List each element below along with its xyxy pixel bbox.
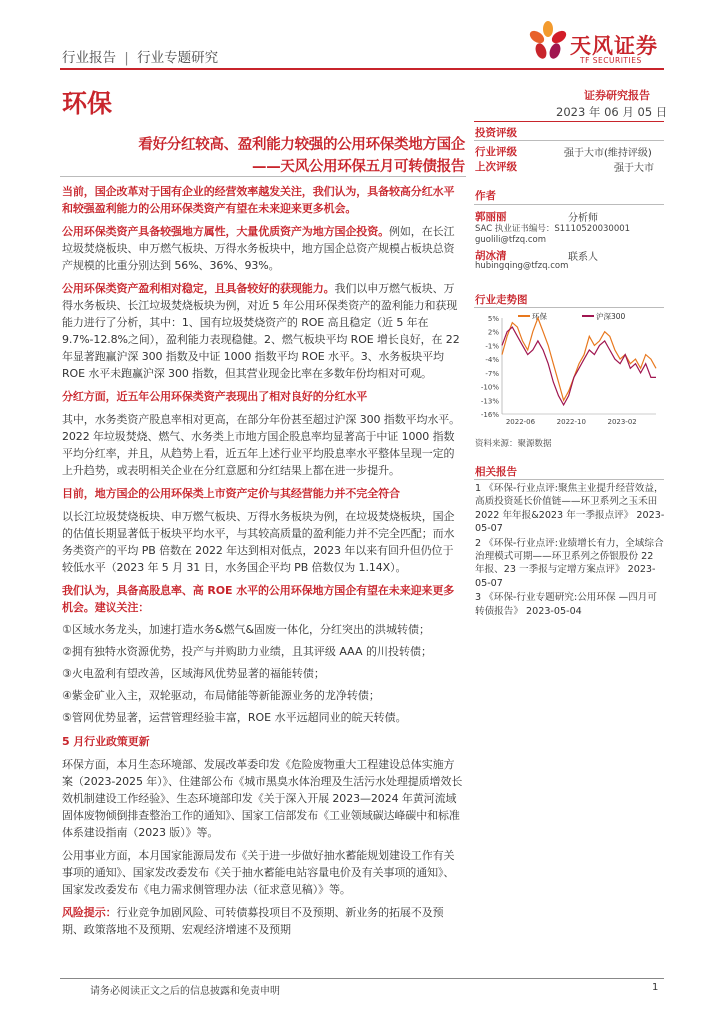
header-separator: |	[124, 50, 129, 66]
recommendation-item: ①区域水务龙头，加速打造水务&燃气&固废一体化，分红突出的洪城转债；	[62, 623, 431, 636]
y-tick-label: 2%	[487, 328, 499, 337]
report-title: 看好分红较高、盈利能力较强的公用环保类地方国企	[138, 137, 465, 153]
report-date: 2023 年 06 月 05 日	[556, 105, 668, 119]
y-tick-label: -7%	[485, 369, 499, 378]
rating-rule	[474, 140, 664, 141]
y-tick-label: 5%	[487, 315, 499, 323]
related-section-title: 相关报告	[475, 466, 517, 478]
authors-section-title: 作者	[475, 190, 496, 202]
author1-sac: SAC 执业证书编号：S1110520030001	[475, 224, 631, 234]
related-rule	[474, 479, 664, 480]
series-line-env	[502, 318, 656, 400]
legend-hs300-label: 沪深300	[596, 312, 626, 321]
risk-paragraph	[62, 904, 464, 938]
author1-email[interactable]: guolili@tfzq.com	[475, 235, 546, 245]
x-tick-label: 2023-02	[607, 418, 637, 426]
title-rule	[60, 176, 466, 177]
heading-policy: 5 月行业政策更新	[62, 735, 150, 748]
author1-role: 分析师	[568, 213, 598, 224]
y-tick-label: -4%	[485, 356, 499, 365]
trend-rule	[474, 307, 664, 308]
trend-section-title: 行业走势图	[475, 294, 528, 306]
paragraph-2-lead: 公用环保类资产盈利相对稳定，且具备较好的获现能力。	[62, 282, 335, 295]
series-line-hs300	[502, 327, 656, 405]
page-number: 1	[652, 982, 659, 993]
x-tick-label: 2022-10	[556, 418, 586, 426]
y-tick-label: -1%	[485, 342, 499, 351]
trend-chart	[474, 310, 664, 430]
x-tick-label: 2022-06	[505, 418, 536, 426]
legend-env-label: 环保	[532, 312, 547, 321]
company-name-en: TF SECURITIES	[580, 56, 642, 65]
company-name: 天风证券	[570, 34, 658, 58]
footer-disclaimer[interactable]: 请务必阅读正文之后的信息披露和免责申明	[90, 986, 280, 997]
related-report-item[interactable]: 1 《环保-行业点评:聚焦主业提升经营效益，高质投资延长价值链——环卫系列之玉禾田 2022 年年报&2023 年一季报点评》 2023-05-07	[475, 483, 665, 535]
paragraph-5: 环保方面，本月生态环境部、发展改革委印发《危险废物重大工程建设总体实施方案（2023-2025 年）》、住建部公布《城市黑臭水体治理及生活污水处理提质增效长效机制建设工作经验》、生态环境部印发《关于深入开展 2023—2024 年黄河流域固体废物倾倒排查整治工作的通知》、国家工信部发布《工业领域碳达峰碳中和标准体系建设指南（2023 版）》等。	[62, 758, 463, 839]
y-tick-label: -16%	[480, 411, 499, 419]
y-tick-label: -10%	[480, 383, 499, 392]
paragraph-4: 以长江垃圾焚烧板块、申万燃气板块、万得水务板块为例，在垃圾焚烧板块，国企的估值长期显著低于板块平均水平，与其较高质量的盈利能力并不完全匹配；而水务类资产的平均 PB 倍数在 2022 年达到相对低点，2023 年以来有回升但仍位于较低水平（2023 年 5 月 31 日，水务国企平均 PB 倍数仅为 1.14X）。	[62, 510, 455, 574]
recommendation-item: ④紫金矿业入主，双轮驱动，布局储能等新能源业务的龙净转债；	[62, 689, 380, 702]
related-report-item[interactable]: 3 《环保-行业专题研究:公用环保 —四月可转债报告》 2023-05-04	[475, 592, 657, 617]
prev-rating-value: 强于大市	[614, 163, 654, 174]
logo-flower-icon	[528, 20, 568, 66]
paragraph-1-text: 例如，在长江垃圾焚烧板块、申万燃气板块、万得水务板块中，地方国企总资产规模占板块总资产规模的比重分别达到 56%、36%、93%。	[62, 225, 455, 272]
authors-rule	[474, 204, 664, 205]
author2-role: 联系人	[568, 252, 598, 263]
author2-name: 胡冰清	[475, 250, 507, 262]
report-type: 行业报告 | 行业专题研究	[62, 50, 219, 66]
heading-valuation: 目前，地方国企的公用环保类上市资产定价与其经营能力并不完全符合	[62, 487, 400, 500]
heading-dividend: 分红方面，近五年公用环保类资产表现出了相对良好的分红水平	[62, 390, 368, 403]
date-rule	[474, 121, 664, 122]
chart-source: 资料来源：聚源数据	[475, 439, 552, 449]
recommendation-item: ②拥有独特水资源优势，投产与并购助力业绩，且其评级 AAA 的川投转债；	[62, 645, 433, 658]
risk-lead: 风险提示：	[62, 906, 117, 919]
intro-paragraph: 当前，国企改革对于国有企业的经营效率越发关注，我们认为，具备较高分红水平和较强盈利能力的公用环保类资产有望在未来迎来更多机会。	[62, 185, 455, 215]
recommendation-item: ③火电盈利有望改善，区域海风优势显著的福能转债；	[62, 667, 325, 680]
sector-title: 环保	[62, 89, 113, 118]
report-label: 证券研究报告	[584, 89, 650, 102]
paragraph-3: 其中，水务类资产股息率相对更高，在部分年份甚至超过沪深 300 指数平均水平。2022 年垃圾焚烧、燃气、水务类上市地方国企股息率均显著高于中证 1000 指数平均分红率，并且，从趋势上看，近五年上述行业平均股息率水平整体呈现一定的上升趋势，或表明相关企业在分红意愿和分红结果上都在进一步提升。	[62, 413, 461, 477]
paragraph-2-text: 我们以申万燃气板块、万得水务板块、长江垃圾焚烧板块为例，对近 5 年公用环保类资产的盈利能力和获现能力进行了分析，其中：1、国有垃圾焚烧资产的 ROE 高且稳定（近 5 年在 9.7%-12.8%之间），盈利能力表现稳健。2、燃气板块平均 ROE 增长良好，在 22 年显著跑赢沪深 300 指数及中证 1000 指数平均 ROE 水平。3、水务板块平均 ROE 水平未跑赢沪深 300 指数，但其营业现金比率在多数年份均相对可观。	[62, 282, 460, 380]
related-reports	[475, 482, 665, 618]
risk-text: 行业竞争加剧风险、可转债募投项目不及预期、新业务的拓展不及预期、政策落地不及预期、宏观经济增速不及预期	[62, 906, 444, 936]
rating-section-title: 投资评级	[475, 127, 517, 139]
paragraph-2	[62, 280, 464, 382]
related-report-item[interactable]: 2 《环保-行业点评:业绩增长有力，全域综合治理模式可期——环卫系列之侨银股份 22 年报、23 一季报与定增方案点评》 2023-05-07	[475, 537, 664, 589]
header-rule	[60, 68, 664, 70]
author1-name: 郭丽丽	[475, 211, 507, 223]
report-subtitle: ——天风公用环保五月可转债报告	[252, 159, 465, 175]
paragraph-1	[62, 223, 464, 274]
industry-rating-label: 行业评级	[475, 146, 517, 158]
paragraph-6: 公用事业方面，本月国家能源局发布《关于进一步做好抽水蓄能规划建设工作有关事项的通知》、国家发改委发布《关于抽水蓄能电站容量电价及有关事项的通知》、国家发改委发布《电力需求侧管理办法（征求意见稿）》等。	[62, 849, 455, 896]
author2-email[interactable]: hubingqing@tfzq.com	[475, 261, 569, 271]
recommendation-item: ⑤管网优势显著，运营管理经验丰富，ROE 水平远超同业的皖天转债。	[62, 711, 407, 724]
prev-rating-label: 上次评级	[475, 161, 517, 173]
paragraph-1-lead: 公用环保类资产具备较强地方属性，大量优质资产为地方国企投资。	[62, 225, 389, 238]
footer-rule	[60, 978, 664, 979]
company-logo	[528, 20, 568, 66]
heading-recommendation: 我们认为，具备高股息率、高 ROE 水平的公用环保地方国企有望在未来迎来更多机会。建议关注：	[62, 584, 455, 614]
main-body	[62, 183, 464, 938]
trend-chart-svg	[474, 310, 664, 430]
y-tick-label: -13%	[480, 397, 499, 406]
industry-rating-value: 强于大市(维持评级)	[564, 148, 652, 159]
